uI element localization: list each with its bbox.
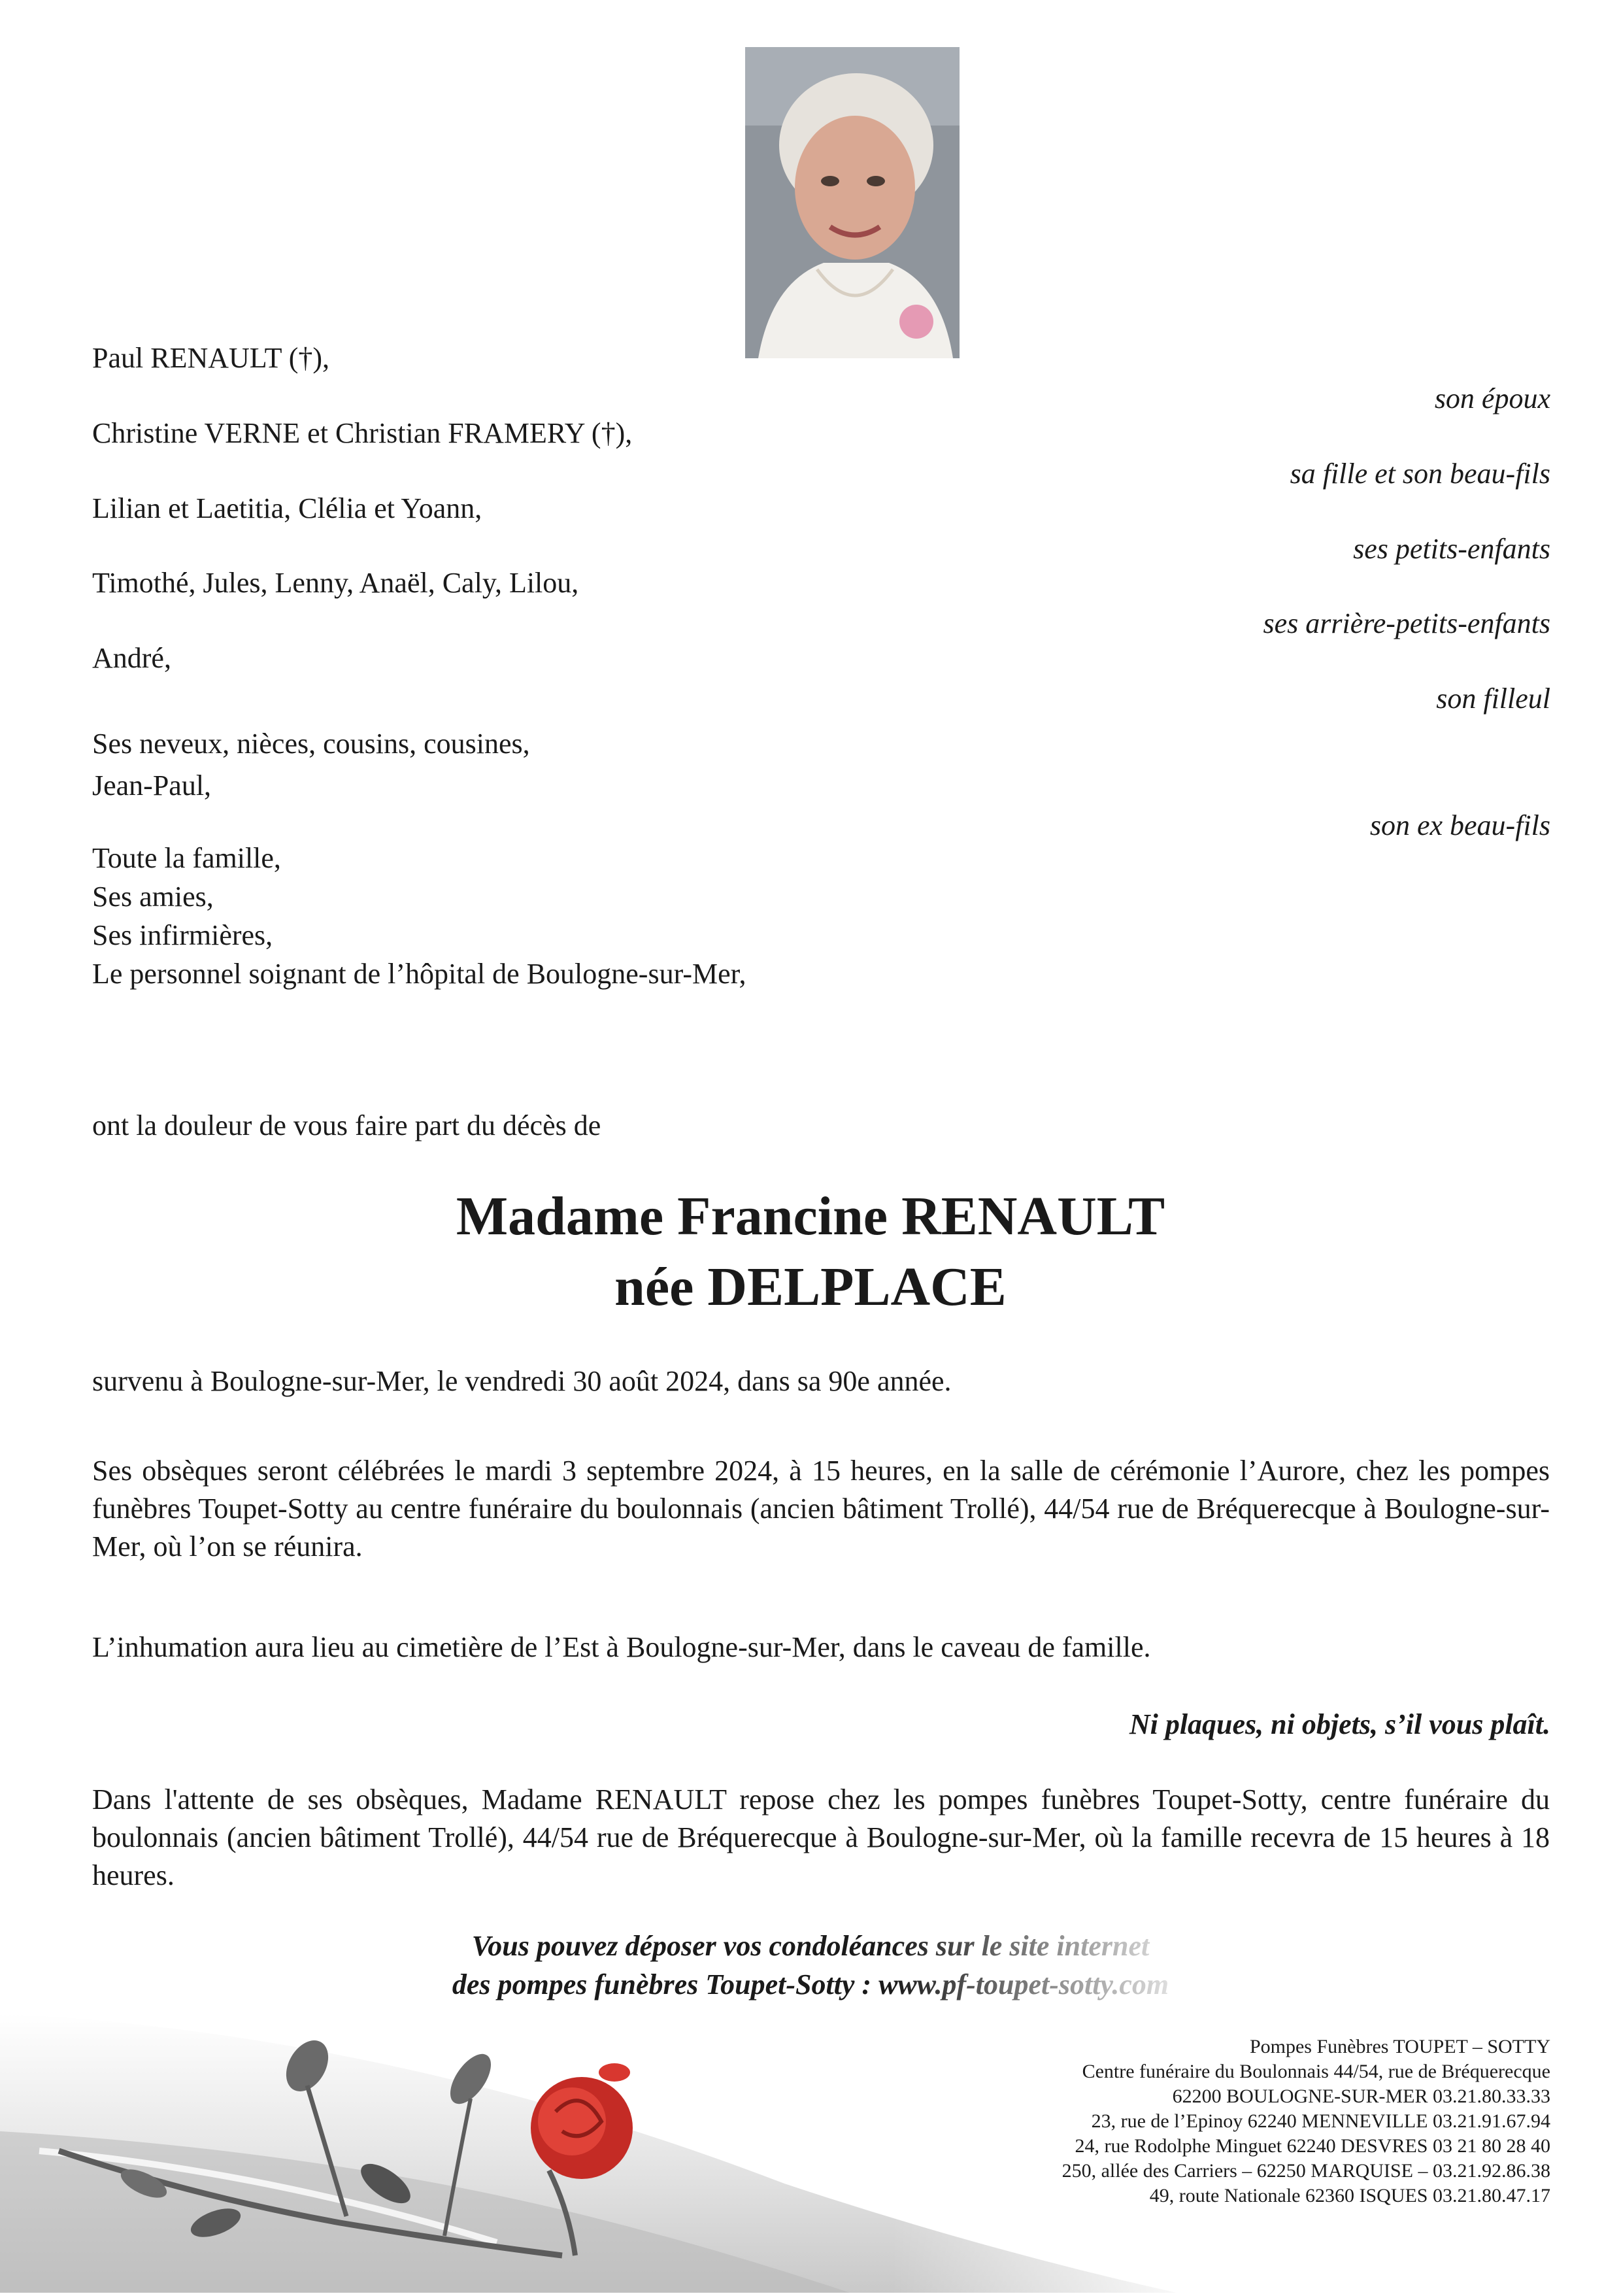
- funeral-home-address-6: 49, route Nationale 62360 ISQUES 03.21.80.47.17: [1149, 2185, 1550, 2206]
- relation-5: son filleul: [1436, 683, 1550, 715]
- relation-2: sa fille et son beau-fils: [1290, 458, 1550, 490]
- mourner-1: Toute la famille,: [92, 842, 281, 874]
- deceased-name: Madame Francine RENAULT: [456, 1186, 1165, 1247]
- funeral-home-address-5: 250, allée des Carriers – 62250 MARQUISE – 03.21.92.86.38: [1061, 2160, 1550, 2182]
- funeral-home-address-2: 62200 BOULOGNE-SUR-MER 03.21.80.33.33: [1172, 2085, 1550, 2107]
- deceased-maiden-name: née DELPLACE: [614, 1257, 1007, 1317]
- funeral-home-address-3: 23, rue de l’Epinoy 62240 MENNEVILLE 03.21.91.67.94: [1091, 2110, 1550, 2132]
- relation-1: son époux: [1434, 382, 1550, 414]
- announcement: ont la douleur de vous faire part du décès de: [92, 1109, 601, 1141]
- burial-paragraph: L’inhumation aura lieu au cimetière de l’Est à Boulogne-sur-Mer, dans le caveau de famille.: [92, 1631, 1151, 1663]
- mourner-2: Ses amies,: [92, 881, 214, 913]
- relation-4: ses arrière-petits-enfants: [1263, 607, 1550, 639]
- family-name-3: Lilian et Laetitia, Clélia et Yoann,: [92, 492, 482, 524]
- mourner-4: Le personnel soignant de l’hôpital de Boulogne-sur-Mer,: [92, 958, 746, 990]
- relation-3: ses petits-enfants: [1353, 533, 1550, 565]
- funeral-home-address-4: 24, rue Rodolphe Minguet 62240 DESVRES 03 21 80 28 40: [1075, 2135, 1550, 2157]
- funeral-home-name: Pompes Funèbres TOUPET – SOTTY: [1249, 2036, 1550, 2057]
- family-name-7: Jean-Paul,: [92, 769, 212, 802]
- family-name-6: Ses neveux, nièces, cousins, cousines,: [92, 728, 530, 760]
- family-name-1: Paul RENAULT (†),: [92, 342, 329, 374]
- relation-ex: son ex beau-fils: [1369, 809, 1550, 841]
- portrait-photo: [745, 47, 960, 358]
- funeral-paragraph: Ses obsèques seront célébrées le mardi 3 septembre 2024, à 15 heures, en la salle de cérémonie l’Aurore, chez les pompes funèbres Toupet-Sotty au centre funéraire du boulonnais (ancien bâtiment Trollé), 44/54 rue de Bréquerecque à Boulogne-sur-Mer, où l’on se réunira.: [92, 1455, 1550, 1562]
- rest-paragraph: Dans l'attente de ses obsèques, Madame RENAULT repose chez les pompes funèbres Toupet-Sotty, centre funéraire du boulonnais (ancien bâtiment Trollé), 44/54 rue de Bréquerecque à Boulogne-sur-Mer, où la famille recevra de 15 heures à 18 heures.: [92, 1783, 1550, 1891]
- family-name-4: Timothé, Jules, Lenny, Anaël, Caly, Lilou,: [92, 567, 579, 599]
- funeral-home-address-1: Centre funéraire du Boulonnais 44/54, rue de Bréquerecque: [1082, 2061, 1550, 2082]
- no-flowers-note: Ni plaques, ni objets, s’il vous plaît.: [1129, 1708, 1550, 1740]
- mourner-3: Ses infirmières,: [92, 919, 273, 951]
- death-notice: survenu à Boulogne-sur-Mer, le vendredi 30 août 2024, dans sa 90e année.: [92, 1365, 952, 1397]
- family-name-5: André,: [92, 642, 171, 674]
- family-name-2: Christine VERNE et Christian FRAMERY (†),: [92, 417, 633, 449]
